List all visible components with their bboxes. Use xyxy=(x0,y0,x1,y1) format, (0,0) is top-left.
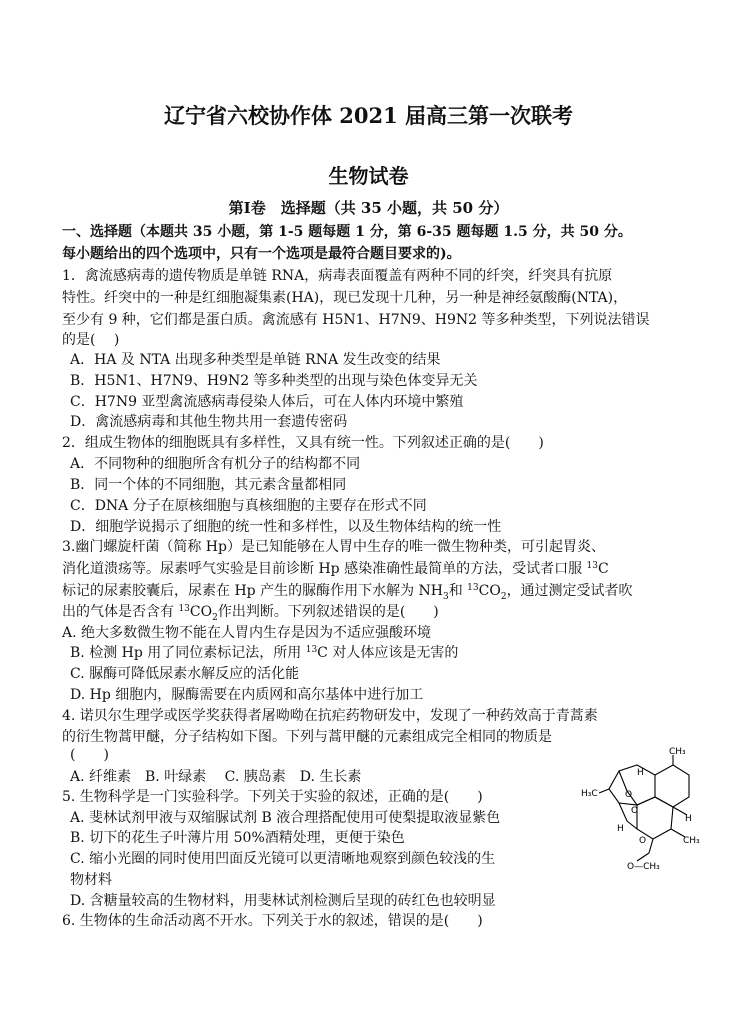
section-title: 第Ⅰ卷 选择题（共 35 小题，共 50 分） xyxy=(228,199,509,217)
instructions-line-1: 一、选择题（本题共 35 小题，第 1-5 题每题 1 分，第 6-35 题每题 1.5 分，共 50 分。 xyxy=(62,224,632,240)
q1-option-d: D．禽流感病毒和其他生物共用一套遗传密码 xyxy=(70,414,348,430)
q3-option-d: D. Hp 细胞内，脲酶需要在内质网和高尔基体中进行加工 xyxy=(70,687,424,703)
artemether-structure-diagram xyxy=(575,745,715,875)
q1-stem-line-4: 的是( ) xyxy=(62,332,120,348)
label-o-2: O xyxy=(631,806,639,816)
label-o-1: O xyxy=(625,790,633,800)
q1-option-a: A．HA 及 NTA 出现多种类型是单链 RNA 发生改变的结果 xyxy=(70,352,441,368)
q5-option-b: B. 切下的花生子叶薄片用 50%酒精处理，更便于染色 xyxy=(70,830,405,846)
subject-title: 生物试卷 xyxy=(328,164,409,188)
label-h-3: H xyxy=(617,824,624,834)
label-h-1: H xyxy=(637,768,644,778)
q1-option-b: B．H5N1、H7N9、H9N2 等多种类型的出现与染色体变异无关 xyxy=(70,373,478,389)
q3-option-c: C. 脲酶可降低尿素水解反应的活化能 xyxy=(70,666,300,682)
q3-stem-line-2: 消化道溃疡等。尿素呼气实验是目前诊断 Hp 感染准确性最简单的方法，受试者口服 $^{13}$C xyxy=(62,561,609,577)
label-ch3-right: CH₃ xyxy=(683,836,700,846)
q2-option-b: B．同一个体的不同细胞，其元素含量都相同 xyxy=(70,477,347,493)
q5-option-c-line-2: 物材料 xyxy=(70,872,112,888)
q6-stem: 6. 生物体的生命活动离不开水。下列关于水的叙述，错误的是( ) xyxy=(62,913,483,929)
q1-stem-line-1: 1．禽流感病毒的遗传物质是单链 RNA，病毒表面覆盖有两种不同的纤突，纤突具有抗原 xyxy=(62,268,613,284)
q3-stem-line-3: 标记的尿素胶囊后，尿素在 Hp 产生的脲酶作用下水解为 $NH_3$和 $^{13}CO_2$，通过测定受试者吹 xyxy=(62,583,633,602)
q4-stem-line-3: ( ) xyxy=(70,747,109,763)
label-h3c: H₃C xyxy=(581,789,598,799)
q5-stem: 5. 生物科学是一门实验科学。下列关于实验的叙述，正确的是( ) xyxy=(62,789,483,805)
q2-option-d: D．细胞学说揭示了细胞的统一性和多样性，以及生物体结构的统一性 xyxy=(70,519,502,535)
instructions-line-2: 每小题给出的四个选项中，只有一个选项是最符合题目要求的)。 xyxy=(62,246,461,262)
q4-stem-line-2: 的衍生物蒿甲醚，分子结构如下图。下列与蒿甲醚的元素组成完全相同的物质是 xyxy=(62,729,552,745)
q1-stem-line-2: 特性。纤突中的一种是红细胞凝集素(HA)，现已发现十几种，另一种是神经氨酸酶(NTA)， xyxy=(62,290,628,306)
label-och3: O—CH₃ xyxy=(627,862,660,872)
q4-stem-line-1: 4. 诺贝尔生理学或医学奖获得者屠呦呦在抗疟药物研发中，发现了一种药效高于青蒿素 xyxy=(62,708,598,724)
exam-title: 辽宁省六校协作体 2021 届高三第一次联考 xyxy=(163,103,574,128)
q2-option-c: C．DNA 分子在原核细胞与真核细胞的主要存在形式不同 xyxy=(70,498,427,514)
q3-option-b: B. 检测 Hp 用了同位素标记法，所用 $^{13}$C 对人体应该是无害的 xyxy=(70,645,459,661)
q3-stem-line-4: 出的气体是否含有 $^{13}CO_2$作出判断。下列叙述错误的是( ) xyxy=(62,604,439,623)
q3-option-a: A. 绝大多数微生物不能在人胃内生存是因为不适应强酸环境 xyxy=(62,625,432,641)
q5-option-a: A. 斐林试剂甲液与双缩脲试剂 B 液合理搭配使用可使梨提取液显紫色 xyxy=(70,810,501,826)
q5-option-d: D. 含糖量较高的生物材料，用斐林试剂检测后呈现的砖红色也较明显 xyxy=(70,893,496,909)
q3-stem-line-1: 3.幽门螺旋杆菌（简称 Hp）是已知能够在人胃中生存的唯一微生物种类，可引起胃炎、 xyxy=(62,539,605,555)
label-ch3-top: CH₃ xyxy=(669,747,686,757)
q4-options: A. 纤维素 B. 叶绿素 C. 胰岛素 D. 生长素 xyxy=(70,769,362,785)
q1-option-c: C．H7N9 亚型禽流感病毒侵染人体后，可在人体内环境中繁殖 xyxy=(70,394,464,410)
label-h-2: H xyxy=(685,814,692,824)
q2-option-a: A．不同物种的细胞所含有机分子的结构都不同 xyxy=(70,456,361,472)
cyclohexane-ring xyxy=(655,765,689,807)
q5-option-c-line-1: C. 缩小光圈的同时使用凹面反光镜可以更清晰地观察到颜色较浅的生 xyxy=(70,851,496,867)
pyran-ring xyxy=(637,797,673,839)
label-o-3: O xyxy=(639,836,647,846)
q1-stem-line-3: 至少有 9 种，它们都是蛋白质。禽流感有 H5N1、H7N9、H9N2 等多种类型，下列说法错误 xyxy=(62,312,650,328)
q2-stem: 2．组成生物体的细胞既具有多样性，又具有统一性。下列叙述正确的是( ) xyxy=(62,435,544,451)
